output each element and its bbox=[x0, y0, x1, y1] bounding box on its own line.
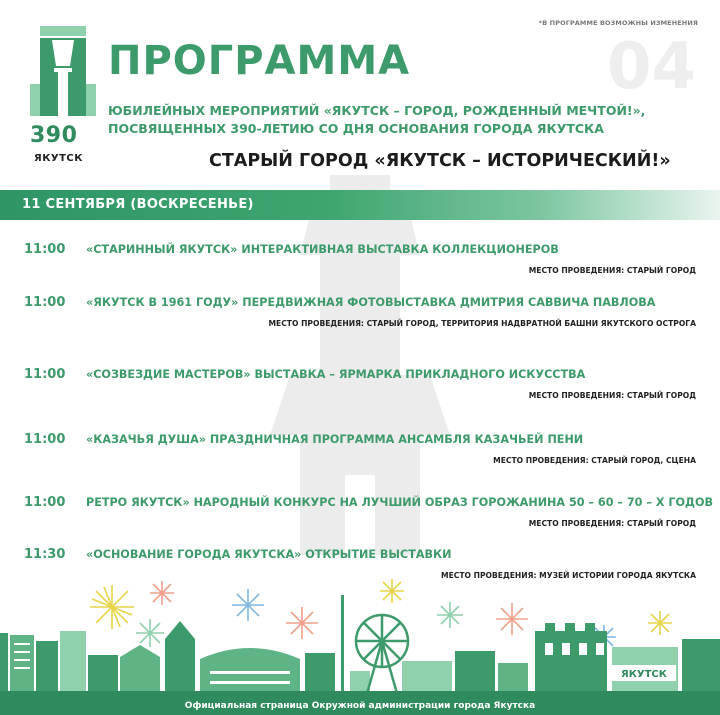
event-place: МЕСТО ПРОВЕДЕНИЯ: СТАРЫЙ ГОРОД bbox=[528, 519, 696, 528]
skyline-sign: ЯКУТСК bbox=[621, 669, 667, 680]
event-place: МЕСТО ПРОВЕДЕНИЯ: МУЗЕЙ ИСТОРИИ ГОРОДА ЯКУТСКА bbox=[441, 571, 696, 580]
event-place: МЕСТО ПРОВЕДЕНИЯ: СТАРЫЙ ГОРОД, СЦЕНА bbox=[493, 456, 696, 465]
footer bbox=[0, 697, 720, 715]
subtitle-line-2: ПОСВЯЩЕННЫХ 390-ЛЕТИЮ СО ДНЯ ОСНОВАНИЯ ГОРОДА ЯКУТСКА bbox=[108, 121, 604, 136]
event-title: «КАЗАЧЬЯ ДУША» ПРАЗДНИЧНАЯ ПРОГРАММА АНСАМБЛЯ КАЗАЧЬЕЙ ПЕНИ bbox=[86, 433, 584, 446]
event-title: «ЯКУТСК В 1961 ГОДУ» ПЕРЕДВИЖНАЯ ФОТОВЫСТАВКА ДМИТРИЯ САВВИЧА ПАВЛОВА bbox=[86, 296, 656, 309]
event-place: МЕСТО ПРОВЕДЕНИЯ: СТАРЫЙ ГОРОД bbox=[528, 266, 696, 275]
event-title: «СОЗВЕЗДИЕ МАСТЕРОВ» ВЫСТАВКА – ЯРМАРКА ПРИКЛАДНОГО ИСКУССТВА bbox=[86, 368, 586, 381]
event-time: 11:00 bbox=[24, 367, 66, 382]
event-title: РЕТРО ЯКУТСК» НАРОДНЫЙ КОНКУРС НА ЛУЧШИЙ ОБРАЗ ГОРОЖАНИНА 50 – 60 – 70 – Х ГОДОВ bbox=[86, 496, 713, 509]
event-time: 11:00 bbox=[24, 495, 66, 510]
section-title: СТАРЫЙ ГОРОД «ЯКУТСК – ИСТОРИЧЕСКИЙ!» bbox=[209, 151, 671, 171]
subtitle bbox=[108, 102, 645, 138]
event-time: 11:00 bbox=[24, 295, 66, 310]
date-bar bbox=[0, 190, 720, 220]
date-label: 11 СЕНТЯБРЯ (ВОСКРЕСЕНЬЕ) bbox=[22, 197, 254, 212]
event-time: 11:00 bbox=[24, 432, 66, 447]
footer-text: Официальная страница Окружной администрации города Якутска bbox=[184, 701, 536, 711]
event-place: МЕСТО ПРОВЕДЕНИЯ: СТАРЫЙ ГОРОД, ТЕРРИТОРИЯ НАДВРАТНОЙ БАШНИ ЯКУТСКОГО ОСТРОГА bbox=[268, 319, 696, 328]
changes-note: *В ПРОГРАММЕ ВОЗМОЖНЫ ИЗМЕНЕНИЯ bbox=[538, 19, 698, 27]
event-time: 11:00 bbox=[24, 242, 66, 257]
page-number: 04 bbox=[606, 30, 696, 104]
logo-number: 390 bbox=[30, 123, 78, 148]
event-time: 11:30 bbox=[24, 547, 66, 562]
event-title: «ОСНОВАНИЕ ГОРОДА ЯКУТСКА» ОТКРЫТИЕ ВЫСТАВКИ bbox=[86, 548, 452, 561]
event-place: МЕСТО ПРОВЕДЕНИЯ: СТАРЫЙ ГОРОД bbox=[528, 391, 696, 400]
page-title: ПРОГРАММА bbox=[108, 38, 411, 84]
yakutsk-390-logo-icon bbox=[28, 26, 98, 171]
event-title: «СТАРИННЫЙ ЯКУТСК» ИНТЕРАКТИВНАЯ ВЫСТАВКА КОЛЛЕКЦИОНЕРОВ bbox=[86, 243, 559, 256]
subtitle-line-1: ЮБИЛЕЙНЫХ МЕРОПРИЯТИЙ «ЯКУТСК – ГОРОД, РОЖДЕННЫЙ МЕЧТОЙ!», bbox=[108, 103, 646, 118]
logo-city: ЯКУТСК bbox=[34, 153, 83, 164]
city-skyline-illustration bbox=[0, 575, 720, 697]
